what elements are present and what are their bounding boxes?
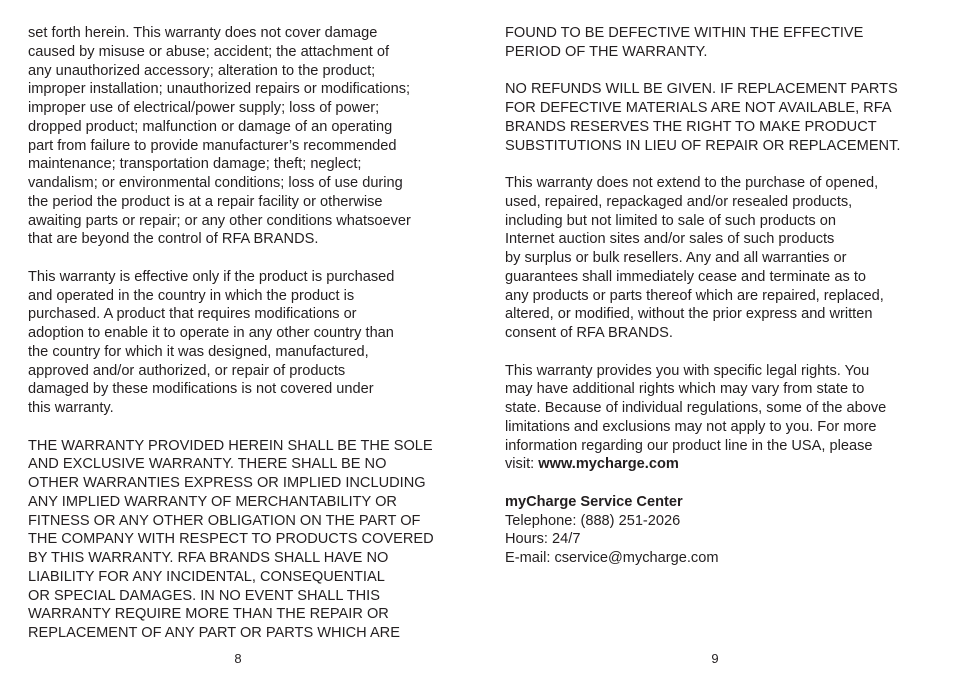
- right-page-body: [505, 24, 925, 587]
- text-line: the period the product is at a repair facility or otherwise: [28, 193, 383, 210]
- text-line: REPLACEMENT OF ANY PART OR PARTS WHICH ARE: [28, 625, 400, 641]
- text-line: maintenance; transportation damage; theft; neglect;: [28, 156, 362, 173]
- text-line: caused by misuse or abuse; accident; the attachment of: [28, 43, 389, 60]
- text-line: SUBSTITUTIONS IN LIEU OF REPAIR OR REPLACEMENT.: [505, 137, 901, 154]
- text-line: FOR DEFECTIVE MATERIALS ARE NOT AVAILABLE, RFA: [505, 100, 892, 116]
- text-line: adoption to enable it to operate in any other country than: [28, 325, 394, 341]
- text-line: may have additional rights which may vary from state to: [505, 381, 865, 398]
- service-telephone: Telephone: (888) 251-2026: [505, 512, 681, 529]
- text-line: state. Because of individual regulations, some of the above: [505, 400, 887, 416]
- paragraph-sole-warranty: [28, 437, 448, 643]
- website-link[interactable]: www.mycharge.com: [538, 456, 679, 473]
- text-line: set forth herein. This warranty does not cover damage: [28, 25, 378, 41]
- left-page-body: [28, 24, 448, 662]
- service-center-block: [505, 493, 925, 568]
- text-line: guarantees shall immediately cease and terminate as to: [505, 268, 866, 285]
- text-line: damaged by these modifications is not covered under: [28, 381, 374, 398]
- text-line: BY THIS WARRANTY. RFA BRANDS SHALL HAVE NO: [28, 550, 389, 566]
- paragraph-exclusions: [28, 24, 448, 249]
- text-line: information regarding our product line in the USA, please: [505, 437, 873, 454]
- text-line: FITNESS OR ANY OTHER OBLIGATION ON THE PART OF: [28, 512, 421, 529]
- page-number-right: 9: [711, 651, 719, 666]
- paragraph-country-validity: [28, 268, 448, 418]
- service-hours: Hours: 24/7: [505, 531, 581, 548]
- text-line: PERIOD OF THE WARRANTY.: [505, 43, 708, 60]
- text-line: This warranty does not extend to the purchase of opened,: [505, 175, 879, 191]
- text-line: any unauthorized accessory; alteration to the product;: [28, 62, 376, 79]
- text-line: consent of RFA BRANDS.: [505, 325, 673, 341]
- paragraph-no-refunds: [505, 80, 925, 155]
- text-line: This warranty provides you with specific legal rights. You: [505, 362, 870, 379]
- text-line: and operated in the country in which the product is: [28, 287, 355, 304]
- paragraph-effective-period: [505, 24, 925, 62]
- text-line: the country for which it was designed, manufactured,: [28, 343, 369, 360]
- text-line: THE WARRANTY PROVIDED HEREIN SHALL BE THE SOLE: [28, 437, 433, 454]
- text-line: This warranty is effective only if the product is purchased: [28, 268, 395, 285]
- text-line: including but not limited to sale of such products on: [505, 212, 836, 229]
- service-center-title: myCharge Service Center: [505, 493, 683, 510]
- text-line: part from failure to provide manufacturer’s recommended: [28, 137, 397, 154]
- text-line: BRANDS RESERVES THE RIGHT TO MAKE PRODUCT: [505, 118, 877, 135]
- text-line: ANY IMPLIED WARRANTY OF MERCHANTABILITY OR: [28, 493, 397, 510]
- text-line: OTHER WARRANTIES EXPRESS OR IMPLIED INCLUDING: [28, 475, 426, 491]
- text-line: LIABILITY FOR ANY INCIDENTAL, CONSEQUENTIAL: [28, 568, 385, 585]
- text-line: approved and/or authorized, or repair of products: [28, 362, 346, 379]
- visit-label: visit:: [505, 456, 539, 473]
- text-line: FOUND TO BE DEFECTIVE WITHIN THE EFFECTIVE: [505, 25, 864, 41]
- text-line: NO REFUNDS WILL BE GIVEN. IF REPLACEMENT PARTS: [505, 81, 898, 98]
- paragraph-resale-exclusion: [505, 174, 925, 343]
- service-email: E-mail: cservice@mycharge.com: [505, 550, 719, 566]
- text-line: improper installation; unauthorized repairs or modifications;: [28, 81, 411, 98]
- page-number-left: 8: [234, 651, 242, 666]
- visit-line: [505, 455, 925, 474]
- text-line: dropped product; malfunction or damage of an operating: [28, 118, 393, 135]
- text-line: by surplus or bulk resellers. Any and all warranties or: [505, 250, 847, 266]
- text-line: any products or parts thereof which are repaired, replaced,: [505, 287, 884, 304]
- text-line: used, repaired, repackaged and/or resealed products,: [505, 193, 853, 210]
- paragraph-legal-rights: [505, 362, 925, 475]
- text-line: this warranty.: [28, 400, 114, 416]
- text-line: purchased. A product that requires modifications or: [28, 306, 357, 323]
- text-line: WARRANTY REQUIRE MORE THAN THE REPAIR OR: [28, 606, 389, 623]
- text-line: vandalism; or environmental conditions; loss of use during: [28, 175, 403, 191]
- text-line: Internet auction sites and/or sales of such products: [505, 231, 835, 248]
- text-line: AND EXCLUSIVE WARRANTY. THERE SHALL BE NO: [28, 456, 387, 473]
- text-line: altered, or modified, without the prior express and written: [505, 306, 873, 323]
- text-line: OR SPECIAL DAMAGES. IN NO EVENT SHALL THIS: [28, 587, 380, 604]
- text-line: THE COMPANY WITH RESPECT TO PRODUCTS COVERED: [28, 531, 434, 548]
- text-line: improper use of electrical/power supply; loss of power;: [28, 100, 380, 116]
- text-line: awaiting parts or repair; or any other conditions whatsoever: [28, 212, 411, 229]
- text-line: that are beyond the control of RFA BRANDS.: [28, 231, 319, 248]
- text-line: limitations and exclusions may not apply to you. For more: [505, 418, 877, 435]
